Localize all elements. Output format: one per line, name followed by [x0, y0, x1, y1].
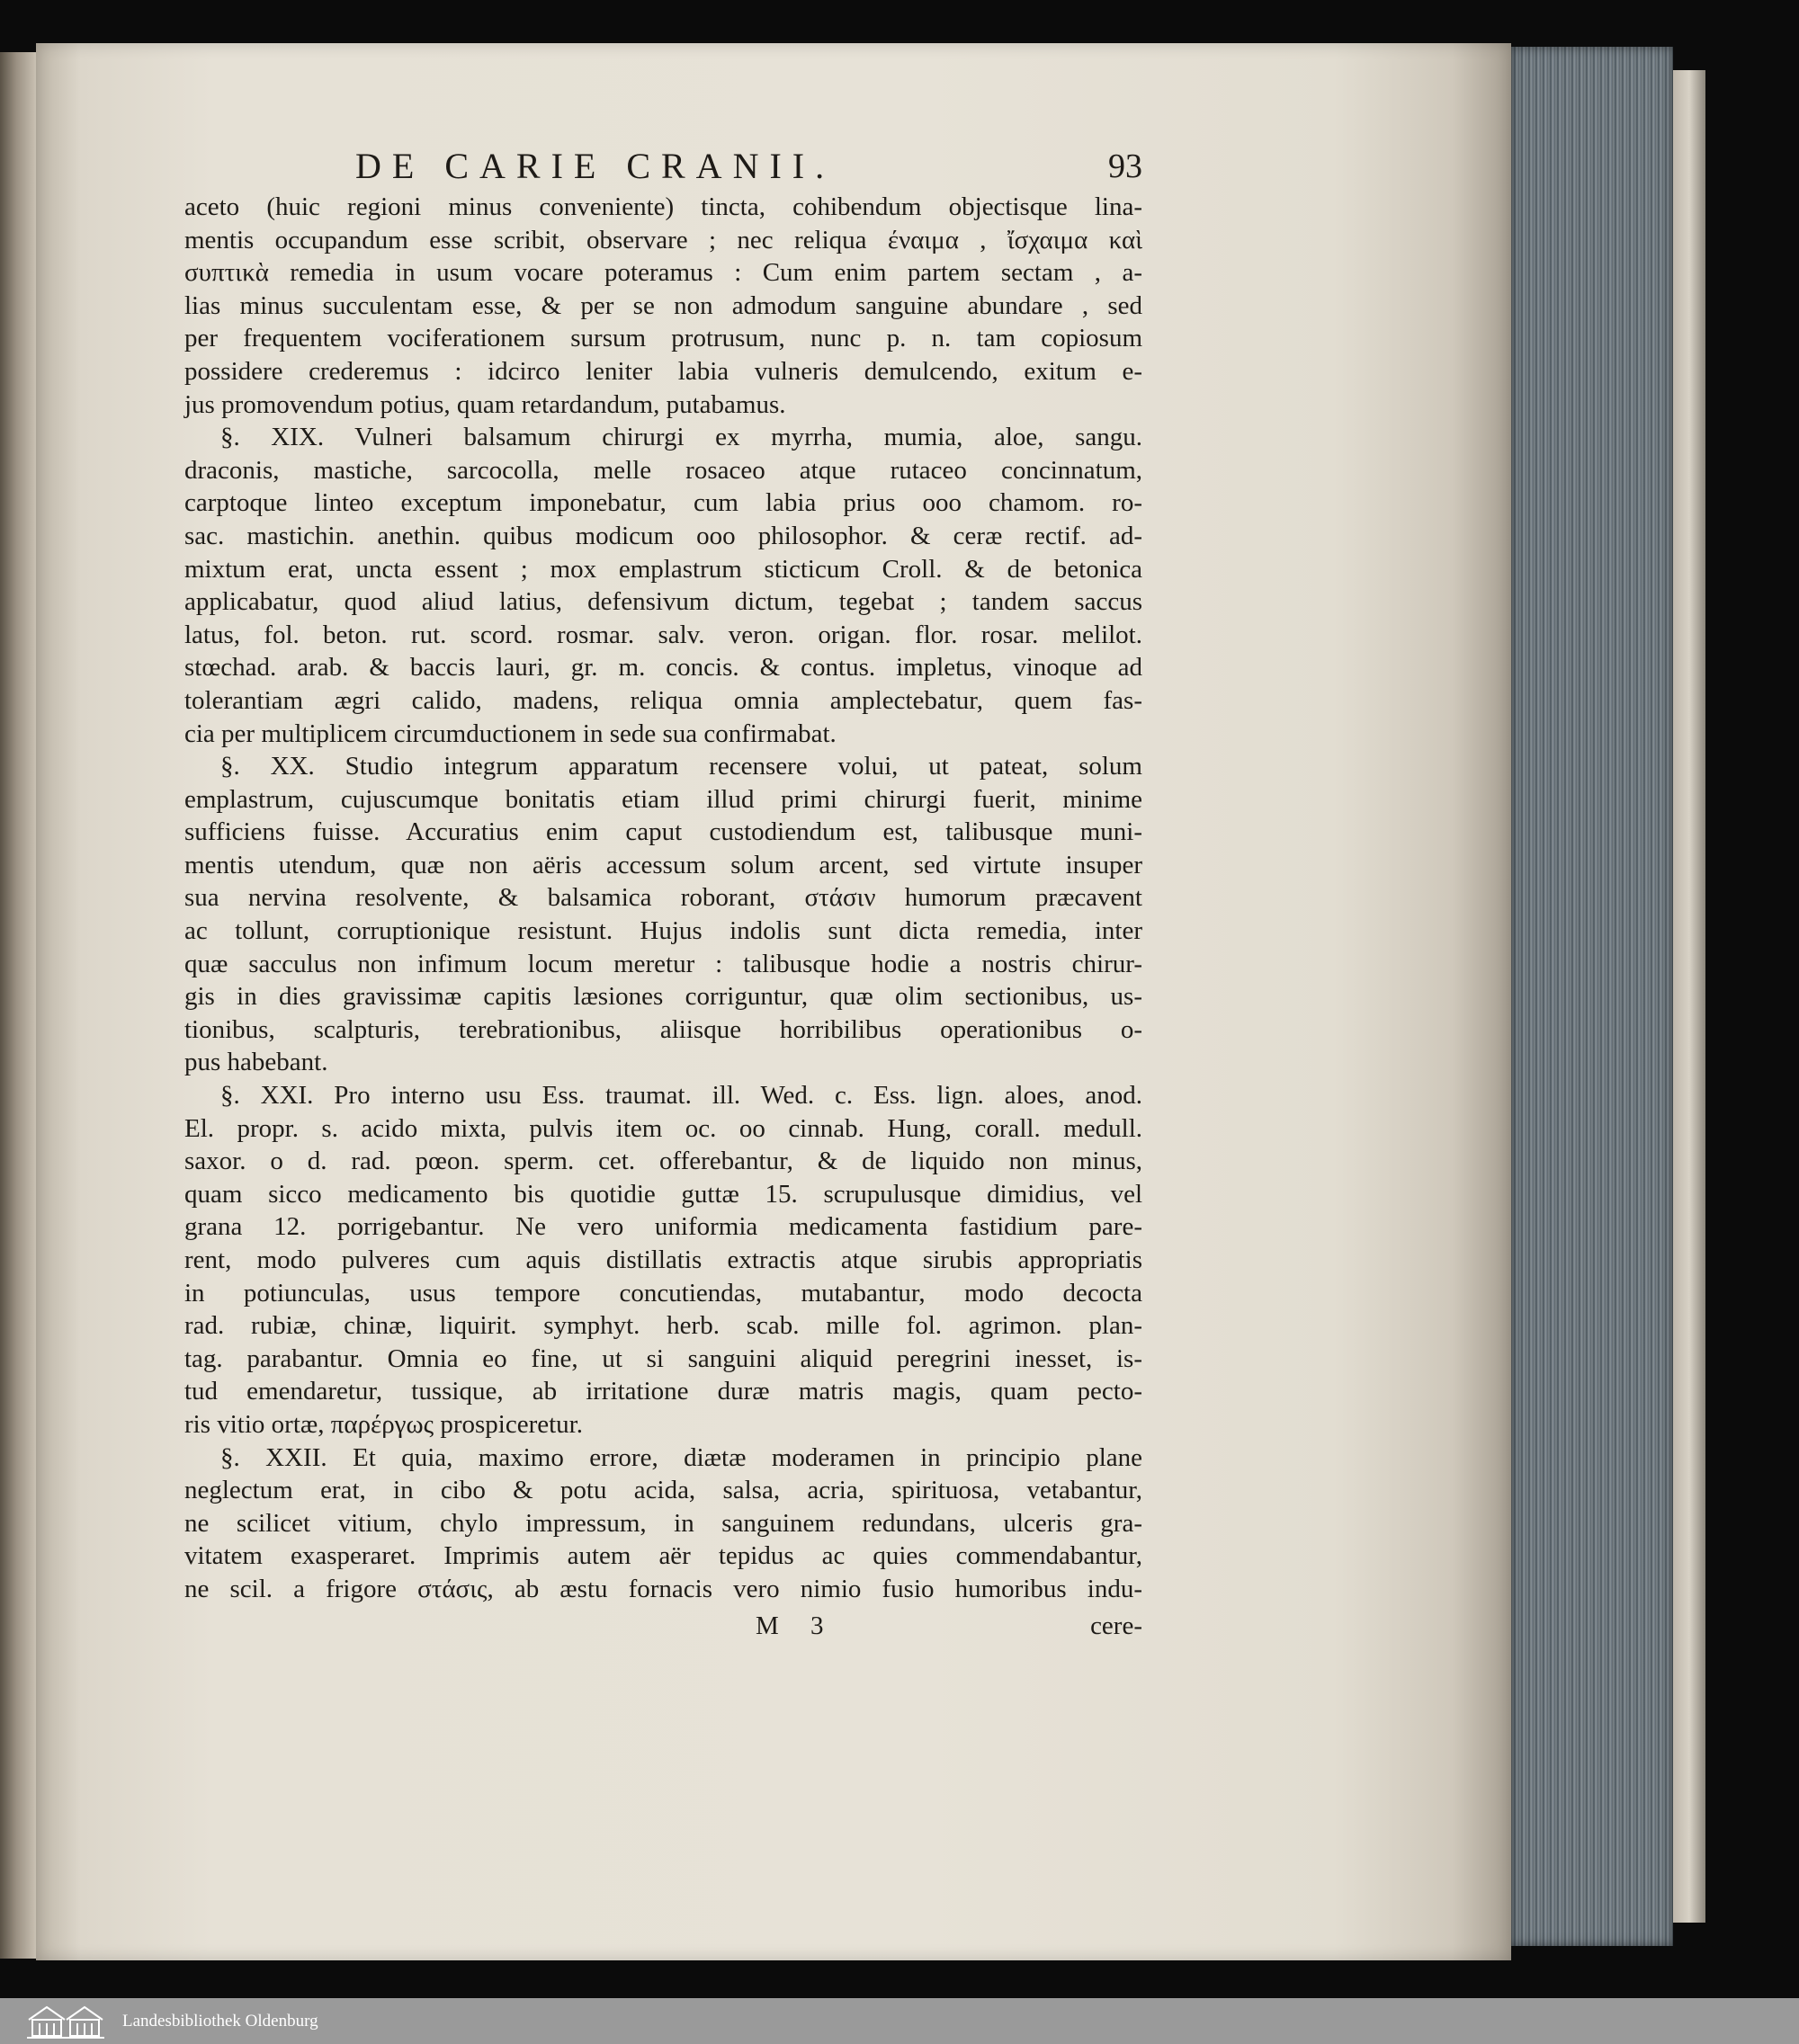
text-line: vitatem exasperaret. Imprimis autem aër tepidus ac quies commendabantur, — [184, 1541, 1142, 1571]
text-line: sac. mastichin. anethin. quibus modicum ooo philosophor. & ceræ rectif. ad- — [184, 521, 1142, 550]
text-line: ris vitio ortæ, παρέργως prospiceretur. — [184, 1409, 583, 1439]
library-building-icon — [25, 2004, 106, 2040]
text-line: §. XX. Studio integrum apparatum recensere volui, ut pateat, solum — [220, 752, 1142, 781]
text-line: applicabatur, quod aliud latius, defensivum dictum, tegebat ; tandem saccus — [184, 587, 1142, 617]
text-line: saxor. o d. rad. pœon. sperm. cet. offerebantur, & de liquido non minus, — [184, 1147, 1142, 1176]
text-line: in potiunculas, usus tempore concutiendas, mutabantur, modo decocta — [184, 1278, 1142, 1308]
text-line: tionibus, scalpturis, terebrationibus, aliisque horribilibus operationibus o- — [184, 1014, 1142, 1044]
text-line: §. XIX. Vulneri balsamum chirurgi ex myrrha, mumia, aloe, sangu. — [220, 423, 1142, 452]
text-line: tag. parabantur. Omnia eo fine, ut si sanguini aliquid peregrini inesset, is- — [184, 1343, 1142, 1373]
text-line: lias minus succulentam esse, & per se non admodum sanguine abundare , sed — [184, 290, 1142, 320]
page-footer — [184, 1608, 1142, 1644]
text-line: latus, fol. beton. rut. scord. rosmar. salv. veron. origan. flor. rosar. melilot. — [184, 620, 1142, 649]
text-line: sua nervina resolvente, & balsamica roborant, στάσιν humorum præcavent — [184, 883, 1142, 913]
text-line: §. XXI. Pro interno usu Ess. traumat. ill. Wed. c. Ess. lign. aloes, anod. — [220, 1081, 1142, 1111]
page-number: 93 — [1108, 147, 1142, 185]
text-line: neglectum erat, in cibo & potu acida, salsa, acria, spirituosa, vetabantur, — [184, 1476, 1142, 1505]
body-text — [184, 191, 1142, 1606]
page-header — [184, 146, 1142, 187]
text-line: possidere crederemus : idcirco leniter labia vulneris demulcendo, exitum e- — [184, 356, 1142, 386]
text-block — [184, 146, 1142, 1644]
text-line: συπτικὰ remedia in usum vocare poteramus : Cum enim partem sectam , a- — [184, 258, 1142, 288]
library-footer-bar — [0, 1998, 1799, 2044]
text-line: mentis occupandum esse scribit, observare ; nec reliqua έναιμα , ἴσχαιμα καὶ — [184, 225, 1142, 254]
text-line: cia per multiplicem circumductionem in sede sua confirmabat. — [184, 719, 837, 748]
text-line: tolerantiam ægri calido, madens, reliqua omnia amplectebatur, quem fas- — [184, 685, 1142, 715]
library-name: Landesbibliothek Oldenburg — [122, 2011, 318, 2031]
catchword: cere- — [1090, 1611, 1142, 1640]
text-line: pus habebant. — [184, 1048, 328, 1077]
text-line: sufficiens fuisse. Accuratius enim caput custodiendum est, talibusque muni- — [184, 817, 1142, 847]
running-head: DE CARIE CRANII. — [355, 146, 836, 186]
text-line: §. XXII. Et quia, maximo errore, diætæ moderamen in principio plane — [220, 1442, 1142, 1472]
signature-mark: M 3 — [756, 1611, 837, 1640]
text-line: carptoque linteo exceptum imponebatur, cum labia prius ooo chamom. ro- — [184, 488, 1142, 518]
text-line: ne scilicet vitium, chylo impressum, in sanguinem redundans, ulceris gra- — [184, 1508, 1142, 1538]
text-line: ac tollunt, corruptionique resistunt. Hujus indolis sunt dicta remedia, inter — [184, 916, 1142, 946]
text-line: aceto (huic regioni minus conveniente) tincta, cohibendum objectisque lina- — [184, 192, 1142, 221]
text-line: gis in dies gravissimæ capitis læsiones corriguntur, quæ olim sectionibus, us- — [184, 982, 1142, 1012]
text-line: rad. rubiæ, chinæ, liquirit. symphyt. herb. scab. mille fol. agrimon. plan- — [184, 1311, 1142, 1341]
text-line: quam sicco medicamento bis quotidie guttæ 15. scrupulusque dimidius, vel — [184, 1179, 1142, 1209]
left-page-edge — [0, 52, 36, 1959]
text-line: rent, modo pulveres cum aquis distillatis extractis atque sirubis appropriatis — [184, 1245, 1142, 1274]
text-line: stœchad. arab. & baccis lauri, gr. m. concis. & contus. impletus, vinoque ad — [184, 653, 1142, 683]
text-line: mentis utendum, quæ non aëris accessum solum arcent, sed virtute insuper — [184, 850, 1142, 879]
text-line: ne scil. a frigore στάσις, ab æstu fornacis vero nimio fusio humoribus indu- — [184, 1574, 1142, 1603]
text-line: jus promovendum potius, quam retardandum, putabamus. — [184, 389, 786, 419]
text-line: mixtum erat, uncta essent ; mox emplastrum sticticum Croll. & de betonica — [184, 554, 1142, 584]
text-line: tud emendaretur, tussique, ab irritatione duræ matris magis, quam pecto- — [184, 1377, 1142, 1406]
text-line: quæ sacculus non infimum locum meretur : talibusque hodie a nostris chirur- — [184, 949, 1142, 978]
text-line: grana 12. porrigebantur. Ne vero uniformia medicamenta fastidium pare- — [184, 1212, 1142, 1242]
text-line: per frequentem vociferationem sursum protrusum, nunc p. n. tam copiosum — [184, 324, 1142, 353]
book-cover-edge — [1673, 70, 1705, 1923]
text-line: emplastrum, cujuscumque bonitatis etiam illud primi chirurgi fuerit, minime — [184, 784, 1142, 814]
text-line: El. propr. s. acido mixta, pulvis item oc. oo cinnab. Hung, corall. medull. — [184, 1113, 1142, 1143]
book-page-edges — [1511, 47, 1673, 1946]
text-line: draconis, mastiche, sarcocolla, melle rosaceo atque rutaceo concinnatum, — [184, 455, 1142, 485]
